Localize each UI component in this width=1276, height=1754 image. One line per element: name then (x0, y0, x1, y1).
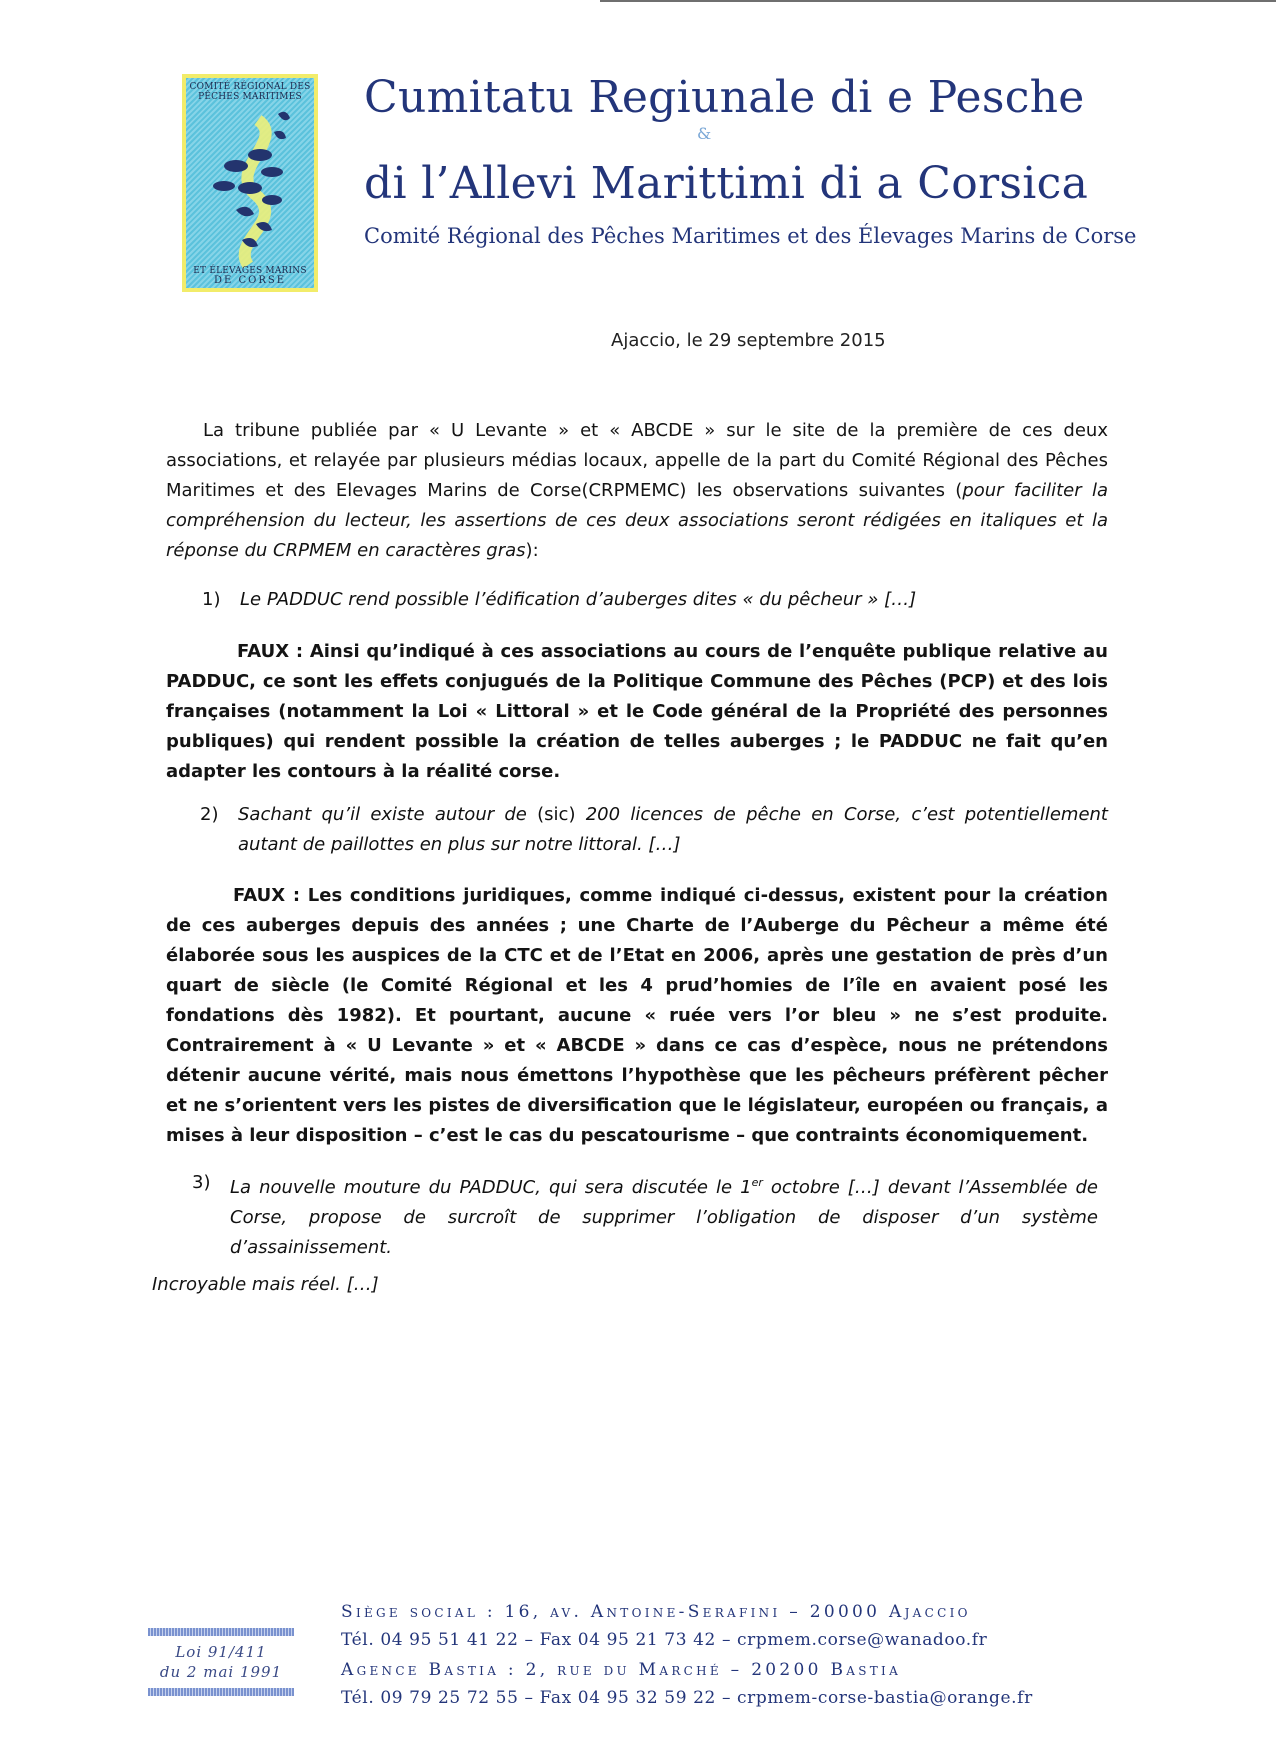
intro-text-end: ): (525, 540, 539, 561)
verdict-label: FAUX : (233, 885, 301, 906)
footer-siege-address: Siège social : 16, av. Antoine-Serafini – 20000 Ajaccio (341, 1602, 971, 1622)
law-line2: du 2 mai 1991 (159, 1663, 283, 1681)
superscript-er: er (751, 1176, 763, 1189)
header-subtitle: Comité Régional des Pêches Maritimes et des Élevages Marins de Corse (364, 224, 1137, 248)
logo-text-bottom: ET ÉLEVAGES MARINS (193, 266, 307, 276)
point-claim: Le PADDUC rend possible l’édification d’auberges dites « du pêcheur » […] (240, 589, 917, 610)
point-1-response (166, 637, 1108, 787)
claim-text: La nouvelle mouture du PADDUC, qui sera discutée le 1 (230, 1177, 752, 1198)
response-text: Ainsi qu’indiqué à ces associations au cours de l’enquête publique relative au PADDUC, ce sont les effets conjugués de la Politique Commune des Pêches (PCP) et des lois françaises (notamment la Loi « Littoral » et le Code général de la Propriété des personnes publiques) qui rendent possible la création de telles auberges ; le PADDUC ne fait qu’en adapter les contours à la réalité corse. (166, 641, 1108, 782)
closing-line: Incroyable mais réel. […] (152, 1274, 379, 1295)
letter-date: Ajaccio, le 29 septembre 2015 (611, 330, 886, 351)
point-number: 2) (200, 804, 219, 825)
response-text: Les conditions juridiques, comme indiqué ci-dessus, existent pour la création de ces auberges depuis des années ; une Charte de l’Auberge du Pêcheur a même été élaborée sous les auspices de la CTC et de l’Etat en 2006, après une gestation de près d’un quart de siècle (le Comité Régional et les 4 prud’homies de l’île en avaient posé les fondations dès 1982). Et pourtant, aucune « ruée vers l’or bleu » ne s’est produite. Contrairement à « U Levante » et « ABCDE » dans ce cas d’espèce, nous ne prétendons détenir aucune vérité, mais nous émettons l’hypothèse que les pêcheurs préfèrent pêcher et ne s’orientent vers les pistes de diversification que le législateur, européen ou français, a mises à leur disposition – c’est le cas du pescatourisme – que contraints économiquement. (166, 885, 1108, 1146)
header-ampersand: & (697, 124, 712, 143)
logo-text-top: COMITÉ RÉGIONAL DES PÊCHES MARITIMES (189, 82, 311, 102)
point-number: 1) (202, 589, 221, 610)
fish-illustration-icon (186, 100, 314, 270)
point-number: 3) (192, 1172, 211, 1193)
point-claim (230, 1168, 1098, 1263)
claim-text-end: octobre […] devant l’Assemblée de Corse, propose de surcroît de supprimer l’obligation de disposer d’un système d’assainissement. (230, 1177, 1098, 1258)
header-title-line1: Cumitatu Regiunale di e Pesche (364, 72, 1085, 123)
law-line1: Loi 91/411 (175, 1643, 267, 1661)
claim-text: Sachant qu’il existe autour de (238, 804, 538, 825)
header-title-line2: di l’Allevi Marittimi di a Corsica (364, 158, 1089, 209)
footer-decor-bar-bottom (148, 1688, 294, 1696)
point-claim (238, 800, 1108, 860)
point-2-response (166, 881, 1108, 1151)
logo-text-corse: DE CORSE (213, 275, 287, 286)
intro-italic-note: pour faciliter la compréhension du lecteur, les assertions de ces deux associations seront rédigées en italiques et la réponse du CRPMEM en caractères gras (166, 480, 1108, 561)
law-reference (148, 1642, 294, 1682)
claim-text-end: 200 licences de pêche en Corse, c’est potentiellement autant de paillottes en plus sur notre littoral. […] (238, 804, 1108, 855)
footer-siege-contact: Tél. 04 95 51 41 22 – Fax 04 95 21 73 42 – crpmem.corse@wanadoo.fr (341, 1630, 988, 1650)
footer-decor-bar-top (148, 1628, 294, 1636)
footer-agence-address: Agence Bastia : 2, rue du Marché – 20200 Bastia (341, 1660, 902, 1680)
intro-text: La tribune publiée par « U Levante » et « ABCDE » sur le site de la première de ces deux associations, et relayée par plusieurs médias locaux, appelle de la part du Comité Régional des Pêches Maritimes et des Elevages Marins de Corse(CRPMEMC) les observations suivantes ( (166, 420, 1108, 501)
crpmem-logo (182, 74, 318, 292)
scan-edge-line (600, 0, 1276, 2)
footer-agence-contact: Tél. 09 79 25 72 55 – Fax 04 95 32 59 22 – crpmem-corse-bastia@orange.fr (341, 1688, 1033, 1708)
sic-note: (sic) (537, 804, 576, 825)
verdict-label: FAUX : (237, 641, 304, 662)
intro-paragraph (166, 416, 1108, 566)
